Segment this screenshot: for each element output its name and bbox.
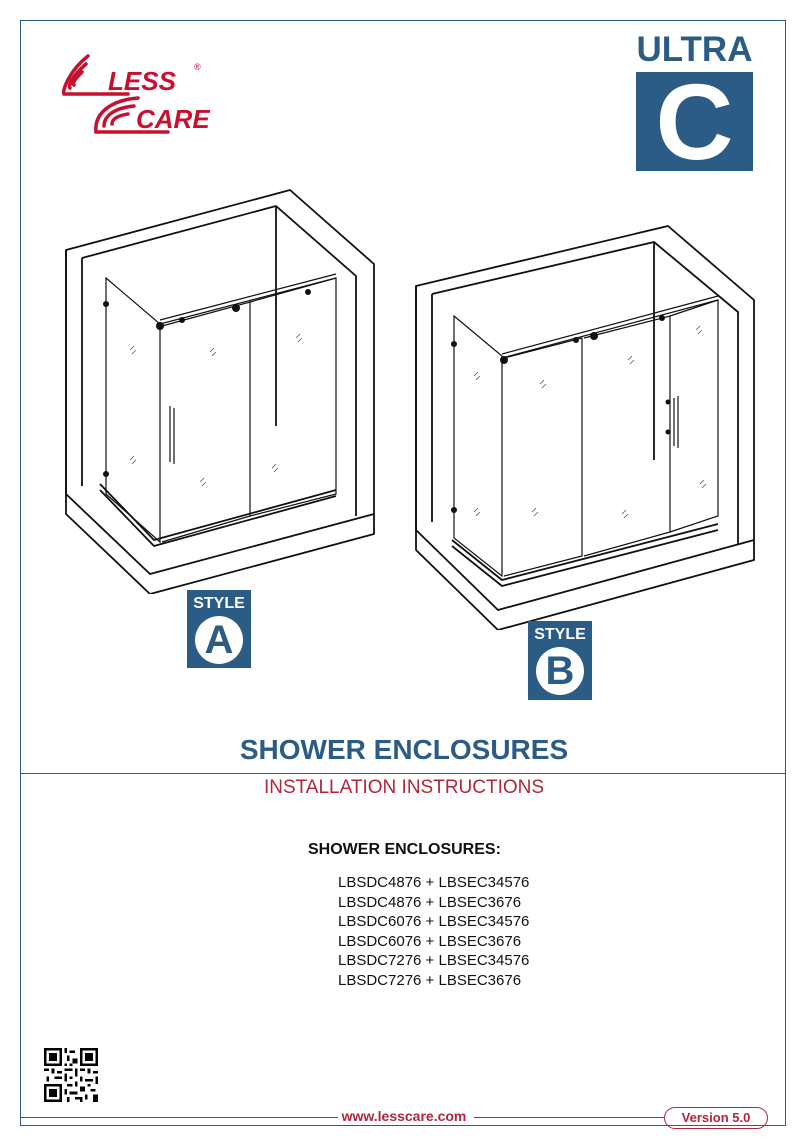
version-badge: Version 5.0	[664, 1107, 768, 1129]
model-item: LBSDC4876 + LBSEC34576	[338, 874, 530, 891]
model-item: LBSDC7276 + LBSEC34576	[338, 952, 530, 970]
page-subtitle: INSTALLATION INSTRUCTIONS	[263, 777, 545, 798]
style-b-drawing	[412, 220, 772, 630]
page-title: SHOWER ENCLOSURES	[239, 734, 569, 765]
qr-code-icon	[44, 1048, 98, 1102]
logo-text-top: LESS	[108, 66, 176, 96]
website-link[interactable]: www.lesscare.com	[341, 1108, 467, 1124]
model-item: LBSDC7276 + LBSEC3676	[338, 971, 522, 989]
lesscare-logo	[58, 50, 248, 142]
style-a-label: STYLE	[193, 595, 245, 612]
registered-mark: ®	[194, 62, 201, 72]
model-item: LBSDC6076 + LBSEC34576	[338, 913, 530, 931]
style-b-label: STYLE	[534, 626, 586, 643]
model-item: LBSDC6076 + LBSEC3676	[338, 932, 522, 950]
style-a-badge	[187, 590, 251, 668]
ultra-word: ULTRA	[636, 30, 753, 69]
title-divider	[20, 773, 786, 774]
models-heading: SHOWER ENCLOSURES:	[308, 841, 501, 858]
models-list	[338, 873, 529, 991]
ultra-letter: C	[636, 72, 753, 171]
style-a-letter: A	[195, 616, 243, 664]
model-item: LBSDC4876 + LBSEC3676	[338, 893, 522, 911]
ultra-c-badge	[636, 26, 753, 182]
style-a-drawing	[60, 184, 380, 594]
style-b-letter: B	[536, 647, 584, 695]
logo-text-bottom: CARE	[136, 104, 210, 134]
style-b-badge	[528, 621, 592, 700]
